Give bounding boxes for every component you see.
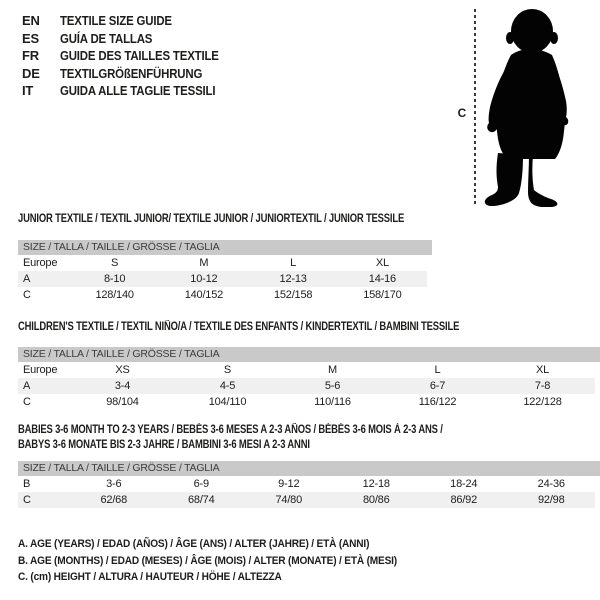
age-cell: 6-9 <box>193 478 209 490</box>
row-label: Europe <box>23 364 58 376</box>
size-cell: XL <box>535 364 550 376</box>
age-cell: 10-12 <box>190 273 218 285</box>
age-cell: 4-5 <box>219 380 236 392</box>
size-header-bar: SIZE / TALLA / TAILLE / GRÖSSE / TAGLIA <box>18 461 600 476</box>
language-code: FR <box>22 48 39 64</box>
table-row-europe <box>18 362 595 378</box>
height-cell: 104/110 <box>208 396 247 408</box>
language-row-it <box>22 82 240 100</box>
language-row-fr <box>22 47 240 65</box>
row-label: B <box>23 478 31 490</box>
junior-table-title: JUNIOR TEXTILE / TEXTIL JUNIOR/ TEXTILE JUNIOR / JUNIORTEXTIL / JUNIOR TESSILE <box>18 213 405 225</box>
age-cell: 18-24 <box>450 478 478 490</box>
height-cell: 62/68 <box>100 494 128 506</box>
language-row-es <box>22 30 240 48</box>
age-cell: 12-13 <box>279 273 307 285</box>
language-row-en <box>22 12 240 30</box>
junior-size-table <box>18 240 427 303</box>
babies-table-title-line2: BABYS 3-6 MONATE BIS 2-3 JAHRE / BAMBINI 3-6 MESI A 2-3 ANNI <box>18 439 310 451</box>
language-list <box>22 12 240 100</box>
legend-line-a: A. AGE (YEARS) / EDAD (AÑOS) / ÂGE (ANS) / ALTER (JAHRE) / ETÀ (ANNI) <box>18 538 370 550</box>
table-row-height <box>18 394 595 410</box>
language-code: DE <box>22 65 40 81</box>
size-cell: L <box>290 257 297 269</box>
table-row-age-months <box>18 476 595 492</box>
height-cell: 86/92 <box>450 494 478 506</box>
age-cell: 24-36 <box>537 478 565 490</box>
height-cell: 158/170 <box>363 289 402 301</box>
table-row-height <box>18 287 427 303</box>
height-cell: 80/86 <box>362 494 390 506</box>
row-label: A <box>23 380 31 392</box>
table-row-age <box>18 378 595 394</box>
height-cell: 68/74 <box>187 494 215 506</box>
children-size-table <box>18 347 595 410</box>
size-cell: M <box>328 364 337 376</box>
language-code: EN <box>22 13 40 28</box>
height-c-label: C <box>457 106 467 120</box>
age-cell: 8-10 <box>104 273 126 285</box>
language-code: ES <box>22 30 39 46</box>
row-label: C <box>23 396 31 408</box>
legend-line-c: C. (cm) HEIGHT / ALTURA / HAUTEUR / HÖHE / ALTEZZA <box>18 571 282 583</box>
age-cell: 5-6 <box>324 380 341 392</box>
size-cell: L <box>434 364 441 376</box>
size-cell: S <box>111 257 119 269</box>
row-label: C <box>23 494 31 506</box>
age-cell: 12-18 <box>362 478 390 490</box>
size-header-bar: SIZE / TALLA / TAILLE / GRÖSSE / TAGLIA <box>18 347 600 362</box>
height-cell: 122/128 <box>523 396 562 408</box>
height-cell: 110/116 <box>314 396 351 408</box>
babies-size-table <box>18 461 595 508</box>
size-header-bar: SIZE / TALLA / TAILLE / GRÖSSE / TAGLIA <box>18 240 432 255</box>
height-cell: 128/140 <box>95 289 134 301</box>
height-cell: 74/80 <box>275 494 303 506</box>
height-cell: 116/122 <box>418 396 457 408</box>
table-row-age <box>18 271 427 287</box>
height-cell: 92/98 <box>537 494 565 506</box>
language-code: IT <box>22 83 34 99</box>
measurement-legend <box>18 536 430 586</box>
size-cell: XL <box>375 257 389 269</box>
language-title: TEXTILGRÖßENFÜHRUNG <box>60 65 203 81</box>
age-cell: 7-8 <box>534 380 551 392</box>
children-table-title: CHILDREN'S TEXTILE / TEXTIL NIÑO/A / TEXTILE DES ENFANTS / KINDERTEXTIL / BAMBINI TESSILE <box>18 321 460 333</box>
size-cell: S <box>223 364 232 376</box>
height-cell: 152/158 <box>273 289 313 301</box>
age-cell: 6-7 <box>429 380 446 392</box>
language-row-de <box>22 65 240 83</box>
toddler-silhouette-icon <box>481 7 573 207</box>
language-title: GUIDE DES TAILLES TEXTILE <box>60 48 219 64</box>
language-title: GUÍA DE TALLAS <box>60 30 153 46</box>
height-cell: 98/104 <box>106 396 139 408</box>
size-cell: M <box>199 257 209 269</box>
height-cell: 140/152 <box>184 289 224 301</box>
age-cell: 14-16 <box>368 273 396 285</box>
size-cell: XS <box>115 364 130 376</box>
language-title: GUIDA ALLE TAGLIE TESSILI <box>60 83 216 99</box>
table-row-height <box>18 492 595 508</box>
babies-table-title-line1: BABIES 3-6 MONTH TO 2-3 YEARS / BEBÉS 3-6 MESES A 2-3 AÑOS / BÉBÉS 3-6 MOIS À 2-3 ANS / <box>18 424 443 436</box>
age-cell: 9-12 <box>278 478 300 490</box>
age-cell: 3-4 <box>114 380 131 392</box>
row-label: Europe <box>23 257 58 269</box>
row-label: C <box>23 289 31 301</box>
row-label: A <box>23 273 31 285</box>
age-cell: 3-6 <box>106 478 122 490</box>
language-title: TEXTILE SIZE GUIDE <box>60 13 172 28</box>
table-row-europe <box>18 255 427 271</box>
height-measure-dashed-line <box>474 9 476 206</box>
legend-line-b: B. AGE (MONTHS) / EDAD (MESES) / ÂGE (MOIS) / ALTER (MONATE) / ETÀ (MESI) <box>18 554 397 567</box>
